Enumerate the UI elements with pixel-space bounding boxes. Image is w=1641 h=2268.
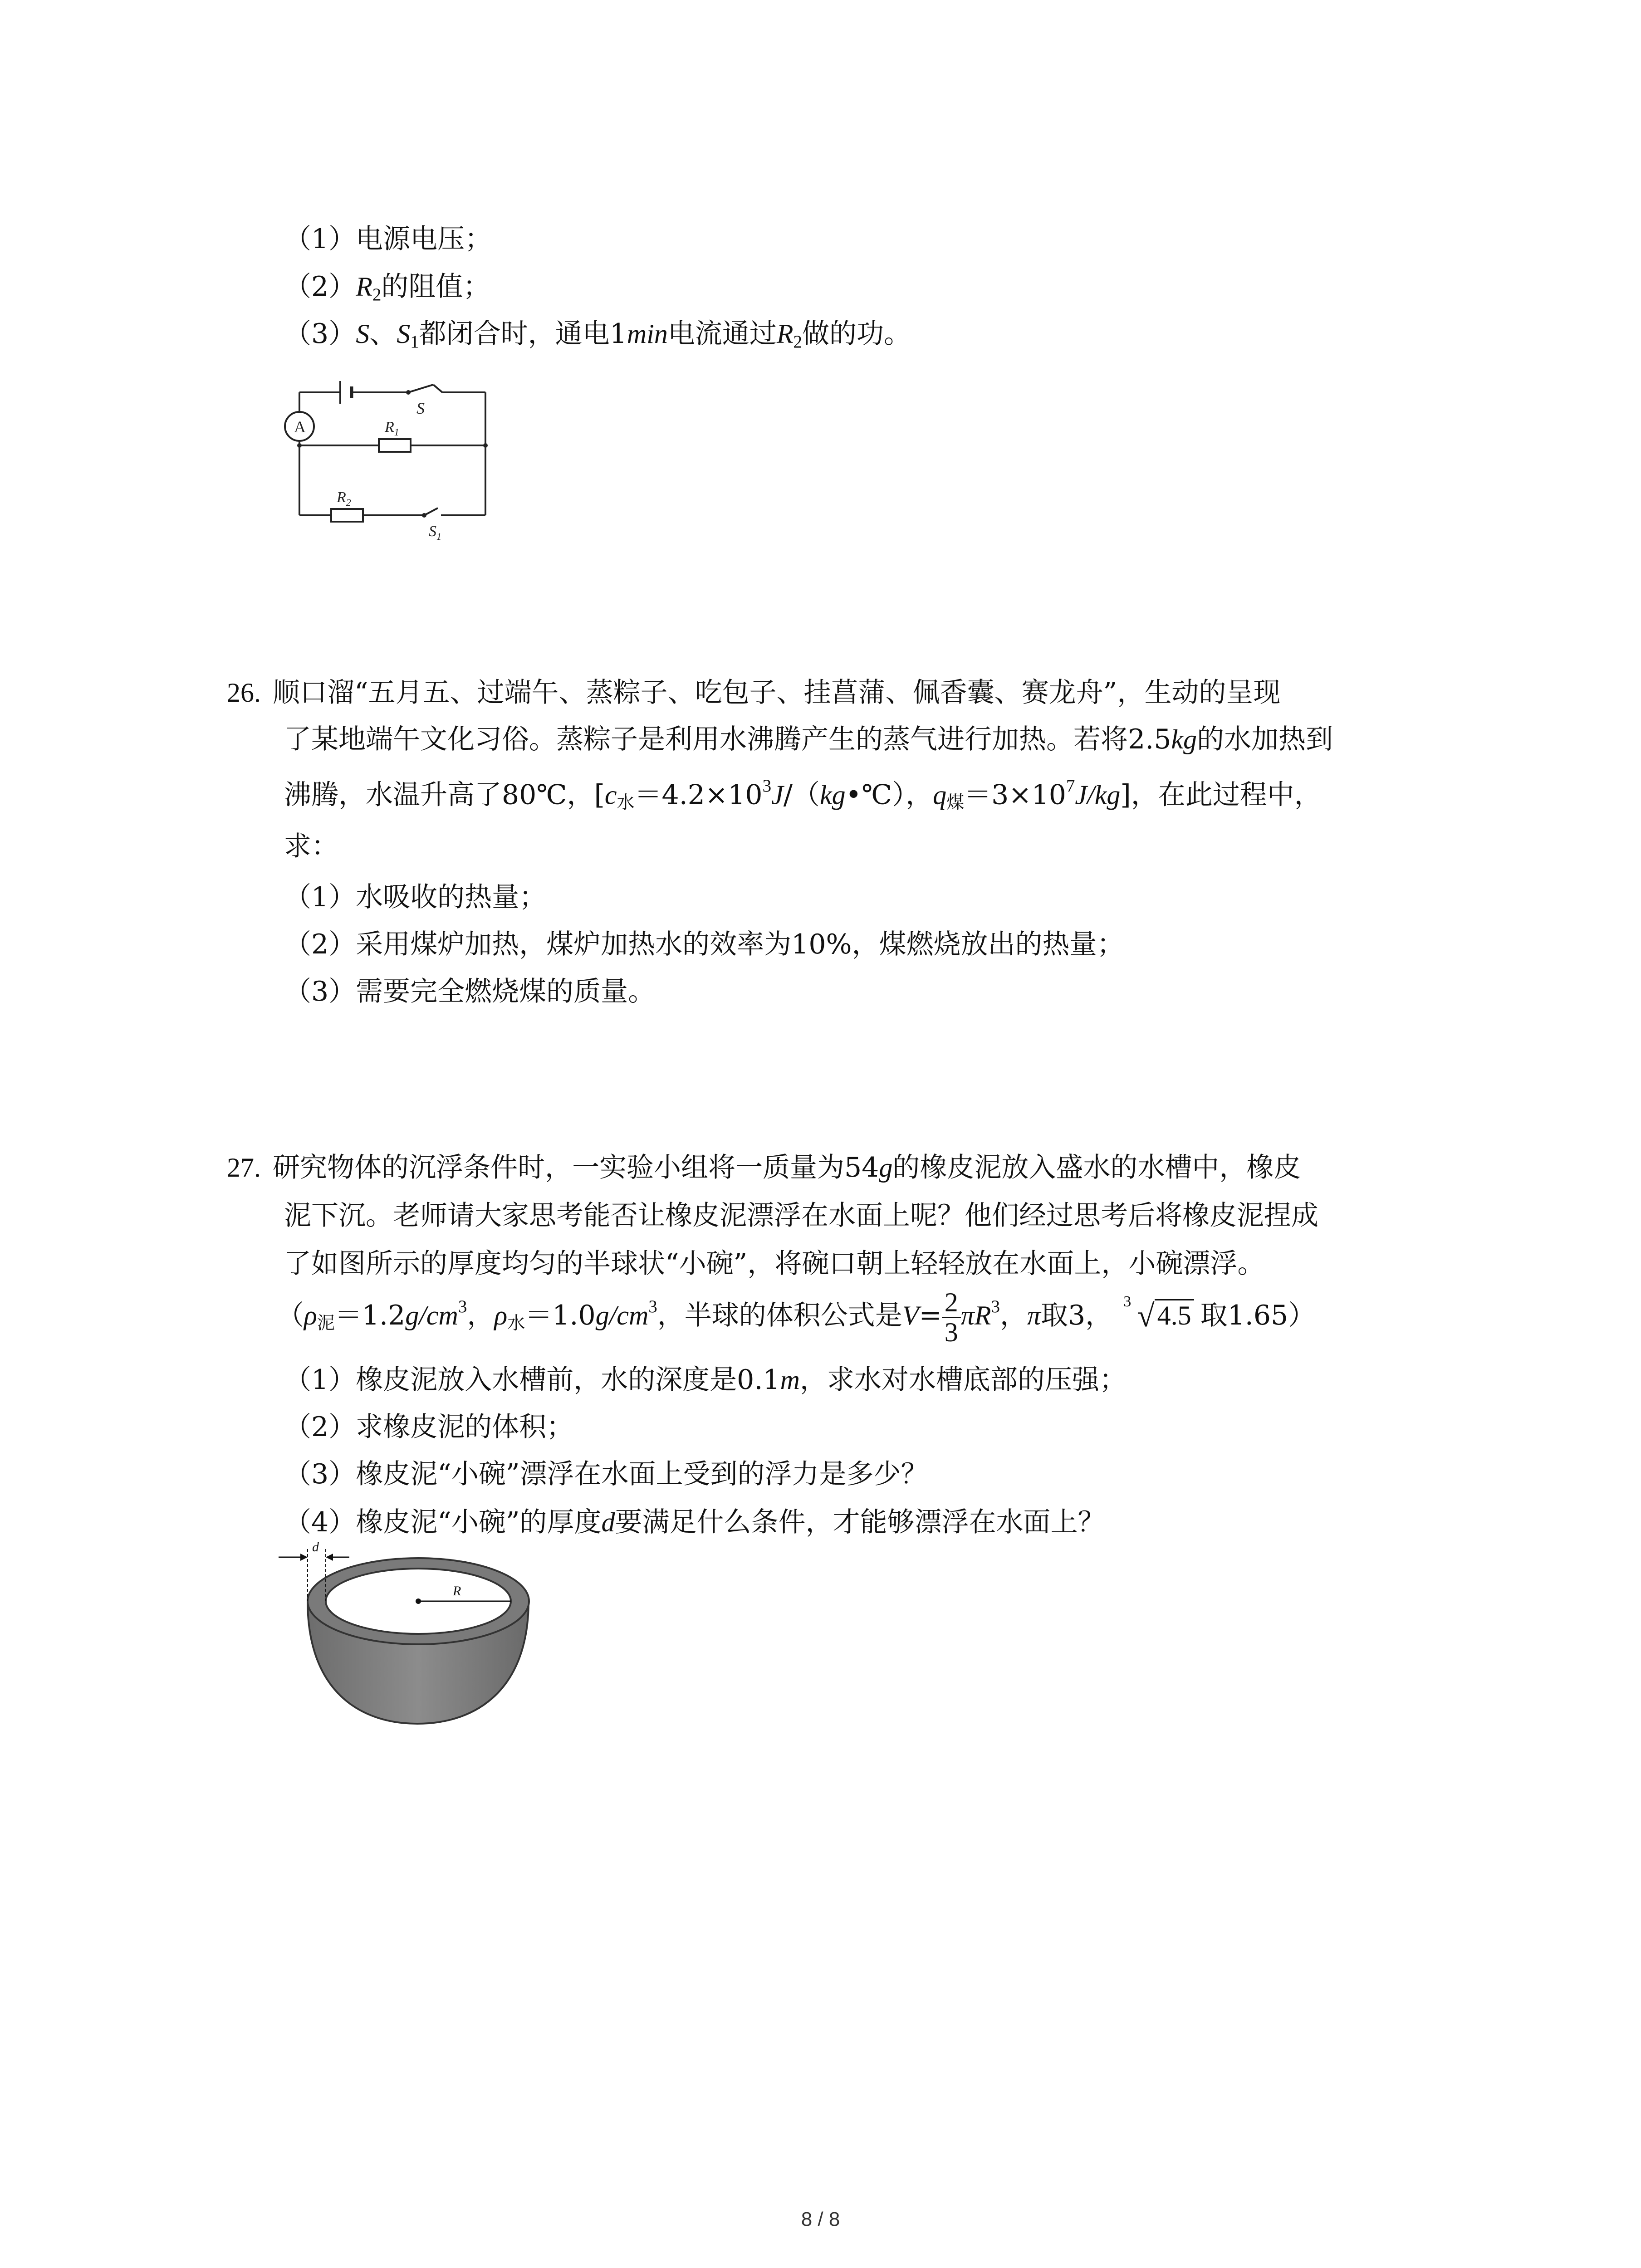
thickness-label: d — [312, 1540, 319, 1554]
q25-sub3-r-sub: 2 — [793, 332, 803, 352]
q27-line3 — [284, 1247, 1264, 1280]
q26-sub3 — [284, 975, 655, 1008]
q27-line4-c: ，半球的体积公式是 — [657, 1300, 902, 1332]
q26-line3-kg: kg — [819, 780, 846, 810]
q26-line3-q-sub: 煤 — [946, 793, 965, 813]
q26-line4 — [284, 830, 338, 863]
q27-line2-text: 泥下沉。老师请大家思考能否让橡皮泥漂浮在水面上呢？他们经过思考后将橡皮泥捏成 — [284, 1200, 1318, 1232]
q27-sub4-a: （4）橡皮泥“小碗”的厚度 — [284, 1506, 602, 1538]
q26-line2-kg: kg — [1171, 724, 1197, 754]
q26-line2 — [284, 723, 1333, 756]
q26-line2-a: 了某地端午文化习俗。蒸粽子是利用水沸腾产生的蒸气进行加热。若将2.5 — [284, 723, 1171, 755]
q26-line1-text: 顺口溜“五月五、过端午、蒸粽子、吃包子、挂菖蒲、佩香囊、赛龙舟”，生动的呈现 — [273, 677, 1281, 709]
q27-line4-exp: 3 — [458, 1296, 467, 1316]
q27-line3-text: 了如图所示的厚度均匀的半球状“小碗”，将碗口朝上轻轻放在水面上，小碗漂浮。 — [284, 1248, 1265, 1280]
q25-sub3-r: R — [776, 319, 794, 349]
q26-line3-b: ＝4.2×10 — [634, 779, 763, 811]
q27-line4-a: ＝1.2 — [334, 1300, 406, 1332]
q27-sub1-a: （1）橡皮泥放入水槽前，水的深度是0.1 — [284, 1364, 780, 1396]
radical-sign-icon: √ — [1137, 1299, 1155, 1334]
q25-sub2 — [284, 270, 490, 306]
q27-line1-g: g — [879, 1153, 893, 1183]
q25-sub3-mid2: 电流通过 — [667, 318, 777, 350]
q26-line1 — [227, 676, 1280, 709]
q27-line4-exp2: 3 — [648, 1296, 657, 1316]
q27-line4-rho-sub: 泥 — [317, 1313, 335, 1333]
resistor-r1-label: $R_1$ — [385, 419, 399, 438]
q27-line4-rho: ρ — [304, 1300, 317, 1331]
switch-s-label: S — [416, 399, 425, 417]
arrowhead-left-icon — [300, 1554, 308, 1561]
q25-sub3-s1: S — [397, 319, 411, 349]
q25-sub3-s: S — [356, 319, 370, 349]
q27-line4-pi2: π — [1027, 1300, 1041, 1331]
q27-sub4-d: d — [601, 1507, 615, 1537]
q27-line4-d: ， — [999, 1300, 1027, 1332]
q27-number: 27. — [227, 1153, 261, 1183]
q27-line4-open: （ — [277, 1300, 304, 1332]
q26-sub2-text: （2）采用煤炉加热，煤炉加热水的效率为10%，煤燃烧放出的热量； — [284, 929, 1124, 960]
q27-line4-V: V — [902, 1300, 919, 1331]
q25-sub3-s1-sub: 1 — [410, 332, 419, 352]
q25-sub1-text: （1）电源电压； — [284, 223, 492, 255]
q27-line4-eq: = — [919, 1300, 942, 1332]
q26-line3-c-sub: 水 — [617, 793, 635, 813]
q27-sub1-m: m — [780, 1365, 800, 1395]
q26-line3-c2: /（ — [783, 779, 820, 811]
q26-sub2 — [284, 928, 1124, 961]
q27-sub2-text: （2）求橡皮泥的体积； — [284, 1411, 574, 1443]
q26-sub1-text: （1）水吸收的热量； — [284, 881, 547, 913]
q27-line4-e: 取3， — [1041, 1300, 1113, 1332]
q26-line3-J: J — [771, 780, 784, 810]
q26-line3-exp3: 3 — [762, 776, 772, 796]
q27-frac-bot: 3 — [944, 1317, 958, 1347]
q26-line3-Jkg: J/kg — [1075, 780, 1121, 810]
q27-sub3-text: （3）橡皮泥“小碗”漂浮在水面上受到的浮力是多少？ — [284, 1458, 928, 1490]
q25-sub3-sep: 、 — [369, 318, 397, 350]
q27-root-value: 4.5 — [1155, 1299, 1194, 1330]
q26-sub1 — [284, 881, 546, 914]
q26-line3-q: q — [933, 780, 947, 810]
q27-line1-b: 的橡皮泥放入盛水的水槽中，橡皮 — [892, 1152, 1301, 1183]
q25-sub3-end: 做的功。 — [802, 318, 911, 350]
q27-line4-b: ＝1.0 — [525, 1300, 596, 1332]
q26-sub3-text: （3）需要完全燃烧煤的质量。 — [284, 976, 656, 1007]
q25-sub3 — [284, 318, 911, 353]
q26-line2-b: 的水加热到 — [1197, 723, 1333, 755]
circuit-diagram — [272, 372, 499, 544]
q27-frac-top: 2 — [942, 1288, 961, 1318]
q27-line1-a: 研究物体的沉浮条件时，一实验小组将一质量为54 — [273, 1152, 879, 1183]
junction-right — [483, 443, 488, 448]
q25-sub2-var: R — [356, 272, 372, 302]
q25-sub1 — [284, 223, 492, 255]
q27-root-index: 3 — [1123, 1293, 1132, 1310]
q27-line2 — [284, 1199, 1318, 1232]
q27-line4-rho2-sub: 水 — [507, 1313, 525, 1333]
switch-s1-contact — [422, 513, 426, 518]
q27-line4 — [277, 1288, 1315, 1347]
q26-line3-a: 沸腾，水温升高了80℃，[ — [284, 779, 605, 811]
q27-line4-R-exp: 3 — [991, 1296, 1000, 1316]
q27-line4-unit2: g/cm — [595, 1300, 649, 1331]
q27-sub2 — [284, 1411, 573, 1443]
q27-line4-R: R — [974, 1300, 991, 1331]
q27-sub4 — [284, 1506, 1105, 1539]
q26-line3 — [284, 776, 1322, 814]
q26-line4-text: 求： — [284, 831, 338, 862]
resistor-r2-label: $R_2$ — [337, 489, 351, 508]
junction-left — [297, 443, 302, 448]
q27-line4-f: 取1.65） — [1200, 1300, 1316, 1332]
q26-line3-c: c — [604, 780, 617, 810]
page-number: 8 / 8 — [801, 2208, 840, 2230]
q27-sub1 — [284, 1364, 1127, 1396]
q25-sub2-rest: 的阻值； — [381, 271, 490, 303]
q26-number: 26. — [227, 678, 261, 708]
q27-fraction — [942, 1288, 961, 1347]
q27-line4-comma: ， — [467, 1300, 495, 1332]
q27-line4-pi: π — [960, 1300, 975, 1331]
bowl-diagram — [272, 1540, 554, 1730]
q26-line3-e: ＝3×10 — [964, 779, 1066, 811]
q27-cube-root — [1123, 1293, 1194, 1334]
switch-s1-label: $S_1$ — [429, 523, 441, 542]
q25-sub2-sub: 2 — [372, 284, 382, 304]
q27-line1 — [227, 1151, 1301, 1184]
q25-sub2-prefix: （2） — [284, 271, 356, 303]
q27-line4-unit: g/cm — [405, 1300, 458, 1331]
q25-sub3-min: min — [627, 319, 668, 349]
radius-label: R — [453, 1584, 461, 1598]
q27-sub1-b: ，求水对水槽底部的压强； — [799, 1364, 1127, 1396]
ammeter-label: A — [294, 418, 306, 436]
arrowhead-right-icon — [326, 1554, 333, 1561]
switch-s-blade — [408, 385, 433, 392]
q25-sub3-prefix: （3） — [284, 318, 356, 350]
resistor-r1 — [379, 439, 411, 452]
q26-line3-d: •℃）， — [845, 779, 933, 811]
q26-line3-exp7: 7 — [1066, 776, 1075, 796]
q27-sub3 — [284, 1458, 928, 1491]
q25-sub3-mid: 都闭合时，通电1 — [419, 318, 627, 350]
resistor-r2 — [331, 509, 363, 522]
q27-sub4-b: 要满足什么条件，才能够漂浮在水面上？ — [615, 1506, 1105, 1538]
q26-line3-f: ]，在此过程中， — [1120, 779, 1322, 811]
q27-line4-rho2: ρ — [494, 1300, 508, 1331]
